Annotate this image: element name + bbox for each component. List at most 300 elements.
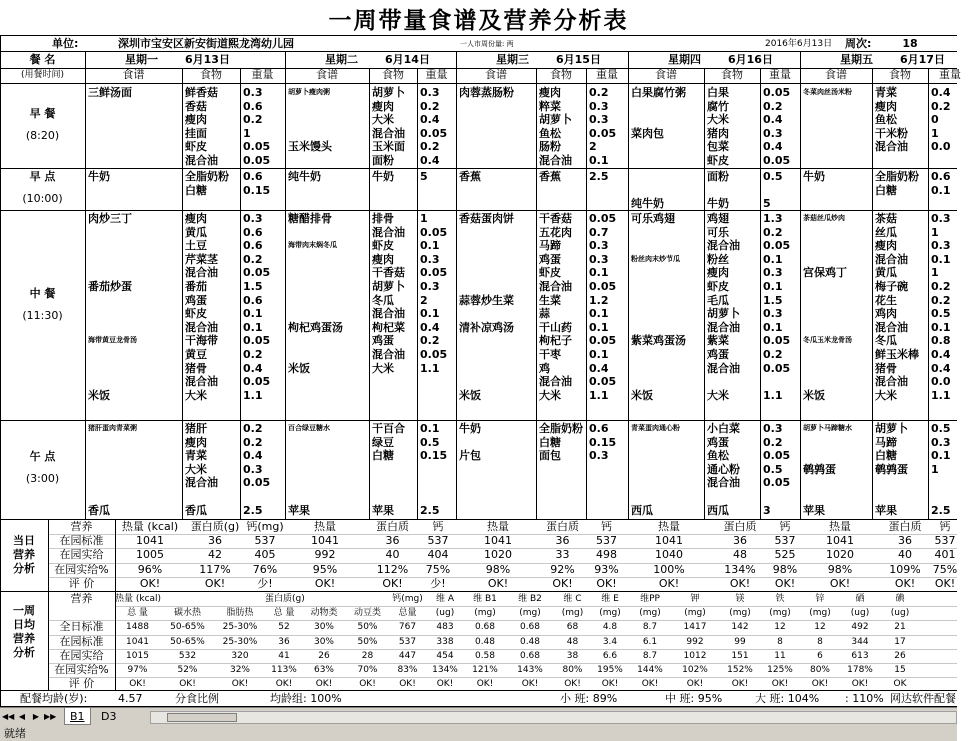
food-item: 混合油 <box>539 280 572 293</box>
day-label-1: 星期二 <box>325 53 358 66</box>
food-item: 香菇 <box>185 99 207 113</box>
food-item: 绿豆 <box>372 435 394 449</box>
weekly-value: 80% <box>809 665 830 675</box>
footer-big-label: 大 班: 104% <box>755 692 820 705</box>
recipe-name: 苹果 <box>803 503 825 517</box>
weekly-value: OK! <box>476 679 494 690</box>
food-item: 黄瓜 <box>185 225 207 239</box>
footer-small-label: 小 班: 89% <box>560 692 618 705</box>
weekly-value: 767 <box>398 622 417 633</box>
col-food-header: 食物 <box>889 68 911 81</box>
grid-line <box>369 68 370 519</box>
food-weight: 3 <box>763 503 771 517</box>
food-item: 混合油 <box>185 375 218 389</box>
food-weight: 0.05 <box>420 266 448 280</box>
weekly-head-cell: 铁 <box>775 594 785 604</box>
food-weight: 0.5 <box>420 435 440 449</box>
food-item: 虾皮 <box>707 154 729 167</box>
food-weight: 1.2 <box>589 293 609 307</box>
food-item: 猪骨 <box>875 361 897 375</box>
food-weight: 0.3 <box>589 113 609 127</box>
day-label-0: 星期一 <box>125 53 158 66</box>
food-weight: 0.05 <box>763 476 791 490</box>
daily-value: 109% <box>889 562 921 576</box>
food-item: 鸡翅 <box>707 212 729 225</box>
food-item: 排骨 <box>372 212 394 225</box>
food-weight: 5 <box>420 170 428 183</box>
food-weight: 0.1 <box>420 239 440 253</box>
col-weight-header: 重量 <box>596 68 618 81</box>
recipe-name: 肉蓉蒸肠粉 <box>459 86 514 99</box>
day-date-3: 6月16日 <box>728 53 773 66</box>
food-weight: 0.1 <box>589 307 609 321</box>
food-weight: 0.4 <box>420 113 440 127</box>
daily-value: 537 <box>596 534 617 548</box>
meal-time-2: (11:30) <box>22 309 63 323</box>
col-food-header: 食物 <box>382 68 404 81</box>
daily-value: 76% <box>252 562 278 576</box>
food-item: 混合油 <box>875 140 908 154</box>
grid-line <box>0 168 957 169</box>
weekly-value: 492 <box>851 622 869 633</box>
food-item: 混合油 <box>707 361 740 375</box>
food-item: 虾皮 <box>185 307 207 321</box>
recipe-name: 茶菇丝瓜炒肉 <box>803 214 845 222</box>
weekly-value: 50-65% <box>170 622 205 633</box>
food-item: 瘦肉 <box>185 435 207 449</box>
weekly-head-cell: 维PP <box>640 594 660 604</box>
weekly-value: OK! <box>231 679 249 690</box>
weekly-head-cell: 锌 <box>815 594 825 604</box>
grid-line <box>48 563 957 564</box>
weekly-value: 3.4 <box>602 636 618 647</box>
food-weight: 0.7 <box>589 225 609 239</box>
food-item: 鱼松 <box>875 113 897 127</box>
food-item: 瘦肉 <box>875 99 897 113</box>
weekly-value: 483 <box>436 622 454 633</box>
food-item: 虾皮 <box>707 280 729 293</box>
daily-value: 98% <box>827 562 853 576</box>
weekly-subhead-cell: (mg) <box>519 608 541 619</box>
weekly-value: 26 <box>318 650 330 661</box>
weekly-value: OK! <box>359 679 376 690</box>
weekly-subhead-cell: 动物类 <box>310 608 338 619</box>
food-weight: 0.4 <box>763 113 783 127</box>
weekly-value: 17 <box>894 636 906 647</box>
weekly-value: 63% <box>313 665 334 675</box>
food-item: 枸杞菜 <box>372 320 405 334</box>
recipe-name: 百合绿豆糖水 <box>288 424 330 432</box>
grid-line <box>48 663 957 664</box>
weekly-head-cell: 蛋白质(g) <box>265 594 305 604</box>
food-weight: 0.3 <box>763 126 783 140</box>
grid-line <box>0 68 957 69</box>
food-weight: 0.2 <box>763 99 783 113</box>
weekly-row-label: 在园实给 <box>59 648 104 662</box>
food-item: 猪肉 <box>707 126 729 140</box>
weekly-head-cell: 营养 <box>70 592 93 605</box>
food-weight: 0.3 <box>589 449 609 463</box>
food-weight: 0.1 <box>589 266 609 280</box>
food-weight: 0.3 <box>243 86 263 99</box>
food-item: 瘦肉 <box>707 266 729 280</box>
weekly-value: 1417 <box>683 622 707 633</box>
footer-other-label: : 110% <box>845 692 884 705</box>
food-weight: 0.1 <box>243 307 263 321</box>
weekly-value: 152% <box>727 665 753 675</box>
recipe-name: 菜肉包 <box>631 126 664 140</box>
food-item: 香瓜 <box>185 503 207 517</box>
food-item: 鸡蛋 <box>185 293 207 307</box>
food-weight: 2.5 <box>243 503 263 517</box>
daily-value: 33 <box>555 548 570 562</box>
day-date-0: 6月13日 <box>185 53 230 66</box>
weekly-value: OK! <box>686 679 704 690</box>
food-item: 混合油 <box>707 239 740 253</box>
weekly-value: OK! <box>436 679 454 690</box>
daily-value: 992 <box>314 548 336 562</box>
scrollbar-thumb[interactable] <box>167 713 237 722</box>
daily-value: OK! <box>934 576 956 590</box>
food-weight: 0.05 <box>243 266 271 280</box>
food-item: 鸡蛋 <box>707 435 729 449</box>
daily-value: 40 <box>898 548 912 562</box>
recipe-name: 米饭 <box>288 361 310 375</box>
food-weight: 5 <box>763 197 771 211</box>
weekly-value: 121% <box>472 665 498 675</box>
food-weight: 0.3 <box>589 99 609 113</box>
weekly-value: OK! <box>811 679 829 690</box>
food-item: 面包 <box>539 449 561 463</box>
recipe-name: 米饭 <box>631 388 653 402</box>
weekly-value: OK! <box>771 679 789 690</box>
food-weight: 0.1 <box>589 348 609 361</box>
recipe-name: 冬瓜玉米龙骨汤 <box>803 336 852 345</box>
food-weight: 0.3 <box>420 252 440 266</box>
next-sheet-icon[interactable]: ▶ <box>32 712 40 721</box>
food-item: 茶菇 <box>875 212 897 225</box>
unit-label: 单位: <box>52 37 79 50</box>
weekly-subhead-cell: (ug) <box>850 608 870 619</box>
food-weight: 0.2 <box>243 348 263 361</box>
daily-head-cell: 钙 <box>432 520 444 533</box>
food-weight: 0.15 <box>420 449 448 463</box>
food-item: 鸡蛋 <box>372 334 394 348</box>
daily-value: 36 <box>733 534 747 548</box>
weekly-value: 613 <box>851 650 869 661</box>
weekly-value: OK! <box>564 679 581 690</box>
food-weight: 0.4 <box>243 449 263 463</box>
food-item: 番茄 <box>185 280 207 293</box>
col-weight-header: 重量 <box>769 68 791 81</box>
recipe-name: 猪肝蛋肉青菜粥 <box>88 424 137 432</box>
weekly-section-label: 一周 <box>13 604 35 617</box>
food-weight: 0.2 <box>243 113 263 127</box>
grid-line <box>704 68 705 519</box>
recipe-name: 肉炒三丁 <box>88 212 132 225</box>
weekly-value: 344 <box>851 636 869 647</box>
weekly-value: 50% <box>357 622 378 633</box>
food-weight: 0.3 <box>420 86 440 99</box>
food-item: 白糖 <box>875 449 897 463</box>
food-item: 可乐 <box>707 225 729 239</box>
daily-value: OK! <box>552 576 573 590</box>
food-item: 大米 <box>372 113 394 127</box>
food-item: 大米 <box>372 361 394 375</box>
weekly-value: 30% <box>313 622 334 633</box>
food-weight: 0.1 <box>589 154 609 167</box>
grid-line <box>586 68 587 519</box>
weekly-value: 80% <box>562 665 583 675</box>
weekly-value: 25-30% <box>222 636 258 647</box>
weekly-subhead-cell: 总量 <box>398 608 417 619</box>
food-weight: 0.5 <box>763 462 783 476</box>
daily-value: 75% <box>932 562 958 576</box>
food-weight: 1.1 <box>243 388 263 402</box>
daily-value: 498 <box>596 548 617 562</box>
grid-line <box>48 635 957 636</box>
meal-time-0: (8:20) <box>25 128 60 142</box>
recipe-name: 可乐鸡翅 <box>631 212 675 225</box>
daily-value: OK! <box>774 576 796 590</box>
food-item: 混合油 <box>372 126 405 140</box>
food-weight: 0.4 <box>420 320 440 334</box>
recipe-name: 牛奶 <box>88 170 110 183</box>
daily-section-label: 营养 <box>13 548 35 561</box>
weekly-value: 41 <box>278 650 290 661</box>
daily-value: 537 <box>254 534 276 548</box>
food-item: 虾皮 <box>185 140 207 154</box>
weekly-subhead-cell: (mg) <box>809 608 831 619</box>
daily-section-label: 分析 <box>13 562 35 575</box>
recipe-name: 青菜蛋肉通心粉 <box>631 424 680 432</box>
recipe-name: 米饭 <box>803 388 825 402</box>
food-item: 胡萝卜 <box>372 86 405 99</box>
weekly-value: 83% <box>397 665 418 675</box>
weekly-value: 50% <box>357 636 378 647</box>
daily-value: 112% <box>376 562 409 576</box>
food-item: 干香菇 <box>539 212 572 225</box>
recipe-name: 粉丝肉末炒节瓜 <box>631 254 680 263</box>
food-weight: 0.3 <box>931 435 951 449</box>
food-weight: 0.05 <box>589 126 617 140</box>
daily-head-cell: 蛋白质 <box>888 520 922 533</box>
last-sheet-icon[interactable]: ▶▶ <box>44 712 57 721</box>
weekly-head-cell: 维 A <box>435 594 455 604</box>
food-item: 青菜 <box>875 86 897 99</box>
daily-value: 1020 <box>484 548 512 562</box>
first-sheet-icon[interactable]: ◀◀ <box>2 712 15 721</box>
weekly-value: 143% <box>517 665 543 675</box>
food-item: 全脂奶粉 <box>185 170 229 183</box>
prev-sheet-icon[interactable]: ◀ <box>18 712 26 721</box>
weekly-value: OK! <box>399 679 416 690</box>
food-item: 干山药 <box>539 320 572 334</box>
food-item: 瘦肉 <box>875 239 897 253</box>
sheet-tab-d3[interactable]: D3 <box>101 710 117 723</box>
food-item: 面粉 <box>707 170 729 183</box>
food-weight: 2 <box>420 293 428 307</box>
food-weight: 0.05 <box>763 361 791 375</box>
grid-line <box>0 35 957 36</box>
weekly-value: 151 <box>731 650 749 661</box>
weekly-head-cell: 热量 (kcal) <box>115 594 162 604</box>
sheet-tab-b1[interactable]: B1 <box>64 708 91 725</box>
daily-value: 36 <box>898 534 912 548</box>
food-item: 大米 <box>539 388 561 402</box>
daily-row-label: 在园实给% <box>54 562 109 576</box>
weekly-value: 1015 <box>126 650 149 661</box>
footer-software: 网达软件配餐 <box>890 692 956 705</box>
weekly-value: 1041 <box>126 636 149 647</box>
grid-line <box>115 519 116 690</box>
food-weight: 0.05 <box>243 334 271 348</box>
weekly-value: OK <box>893 679 907 690</box>
food-weight: 0.3 <box>243 462 263 476</box>
food-item: 全脂奶粉 <box>875 170 919 183</box>
food-weight: 0.0 <box>931 375 951 389</box>
daily-row-label: 在园标准 <box>59 534 104 548</box>
recipe-name: 米饭 <box>459 388 481 402</box>
food-weight: 0.2 <box>763 348 783 361</box>
daily-value: OK! <box>596 576 617 590</box>
food-weight: 0.2 <box>243 422 263 435</box>
food-weight: 1 <box>931 126 939 140</box>
daily-head-cell: 钙 <box>601 520 612 533</box>
food-weight: 0.05 <box>763 239 791 253</box>
weekly-value: 50-65% <box>170 636 205 647</box>
food-item: 丝瓜 <box>875 225 897 239</box>
grid-line <box>48 677 957 678</box>
weekly-value: 15 <box>894 665 906 675</box>
food-item: 白果 <box>707 86 729 99</box>
food-weight: 0.05 <box>243 375 271 389</box>
daily-head-cell: 热量 <box>314 520 336 533</box>
daily-head-cell: 钙 <box>939 520 951 533</box>
daily-value: 401 <box>934 548 956 562</box>
food-weight: 1 <box>931 225 939 239</box>
food-item: 混合油 <box>875 320 908 334</box>
food-weight: 0.1 <box>420 307 440 321</box>
weekly-value: 97% <box>127 665 148 675</box>
food-weight: 2.5 <box>931 503 951 517</box>
weekly-value: OK! <box>179 679 196 690</box>
horizontal-scrollbar[interactable] <box>150 711 957 724</box>
weekly-value: 0.48 <box>519 636 541 647</box>
weekly-subhead-cell: (mg) <box>599 608 621 619</box>
recipe-name: 牛奶 <box>803 170 825 183</box>
daily-value: 1041 <box>655 534 683 548</box>
food-item: 青菜 <box>185 449 207 463</box>
weekly-value: 447 <box>398 650 417 661</box>
food-weight: 0.6 <box>243 99 263 113</box>
daily-value: OK! <box>658 576 680 590</box>
daily-head-cell: 钙 <box>779 520 791 533</box>
food-weight: 0.2 <box>931 293 951 307</box>
weekly-subhead-cell: (mg) <box>684 608 706 619</box>
food-weight: 0.1 <box>763 320 783 334</box>
col-weight-header: 重量 <box>425 68 448 81</box>
grid-line <box>48 649 957 650</box>
weekly-value: 992 <box>686 636 704 647</box>
food-weight: 0.2 <box>420 99 440 113</box>
meal-time-1: (10:00) <box>22 192 63 206</box>
food-item: 猪肝 <box>185 422 207 435</box>
food-weight: 1 <box>931 266 939 280</box>
food-item: 梅子碗 <box>875 280 908 293</box>
food-item: 瘦肉 <box>185 113 207 127</box>
daily-value: 1041 <box>311 534 339 548</box>
weekly-head-cell <box>345 592 390 606</box>
meal-name-1: 早 点 <box>29 170 56 184</box>
food-weight: 0.1 <box>763 252 783 266</box>
recipe-name: 糖醋排骨 <box>288 212 332 225</box>
weekly-value: 6.6 <box>602 650 618 661</box>
food-weight: 0.05 <box>420 225 448 239</box>
food-weight: 0.2 <box>931 280 951 293</box>
food-item: 混合油 <box>185 320 218 334</box>
food-item: 小白菜 <box>707 422 740 435</box>
food-weight: 0.05 <box>589 280 617 293</box>
week-number: 18 <box>902 37 918 50</box>
daily-value: 525 <box>774 548 796 562</box>
weekly-value: 11 <box>774 650 786 661</box>
col-food-header: 食物 <box>550 68 572 81</box>
food-item: 鱼松 <box>539 126 561 140</box>
weekly-value: 25-30% <box>222 622 258 633</box>
daily-value: 537 <box>774 534 796 548</box>
daily-head-cell: 热量 <box>829 520 851 533</box>
food-weight: 0.05 <box>243 140 271 154</box>
food-weight: 0.15 <box>243 183 271 197</box>
weekly-value: OK! <box>851 679 869 690</box>
grid-line <box>115 606 957 607</box>
status-bar: 就绪 <box>0 726 957 741</box>
daily-value: 1005 <box>136 548 164 562</box>
weekly-subhead-cell: 总 量 <box>127 608 148 619</box>
food-item: 瘦肉 <box>185 212 207 225</box>
weekly-section-label: 分析 <box>13 646 35 659</box>
recipe-name: 香菇蛋肉饼 <box>459 212 514 225</box>
col-weight-header: 重量 <box>939 68 961 81</box>
unit-value: 深圳市宝安区新安街道熙龙湾幼儿园 <box>118 37 294 50</box>
food-item: 紫菜 <box>707 334 729 348</box>
food-weight: 0.3 <box>589 252 609 266</box>
food-item: 枸杞子 <box>539 334 572 348</box>
food-item: 鸡 <box>539 361 550 375</box>
daily-head-cell: 热量 <box>487 520 509 533</box>
weekly-row-label: 在园标准 <box>59 634 104 648</box>
food-weight: 0.05 <box>589 334 617 348</box>
food-weight: 0.3 <box>763 422 783 435</box>
weekly-head-cell: 维 B1 <box>473 594 497 604</box>
food-weight: 0.1 <box>763 280 783 293</box>
daily-value: 1041 <box>484 534 512 548</box>
food-item: 马蹄 <box>539 239 561 253</box>
recipe-name: 蒜蓉炒生菜 <box>459 293 514 307</box>
weekly-value: 38 <box>566 650 579 661</box>
food-weight: 0.5 <box>931 307 951 321</box>
food-weight: 0.2 <box>763 435 783 449</box>
food-weight: 0.2 <box>931 99 951 113</box>
food-weight: 0.6 <box>243 225 263 239</box>
weekly-value: 0.68 <box>519 650 541 661</box>
recipe-name: 番茄炒蛋 <box>88 280 132 293</box>
food-weight: 1.5 <box>763 293 783 307</box>
food-item: 鹌鹑蛋 <box>875 462 908 476</box>
weekly-value: 26 <box>894 650 906 661</box>
food-item: 鸡肉 <box>875 307 897 321</box>
